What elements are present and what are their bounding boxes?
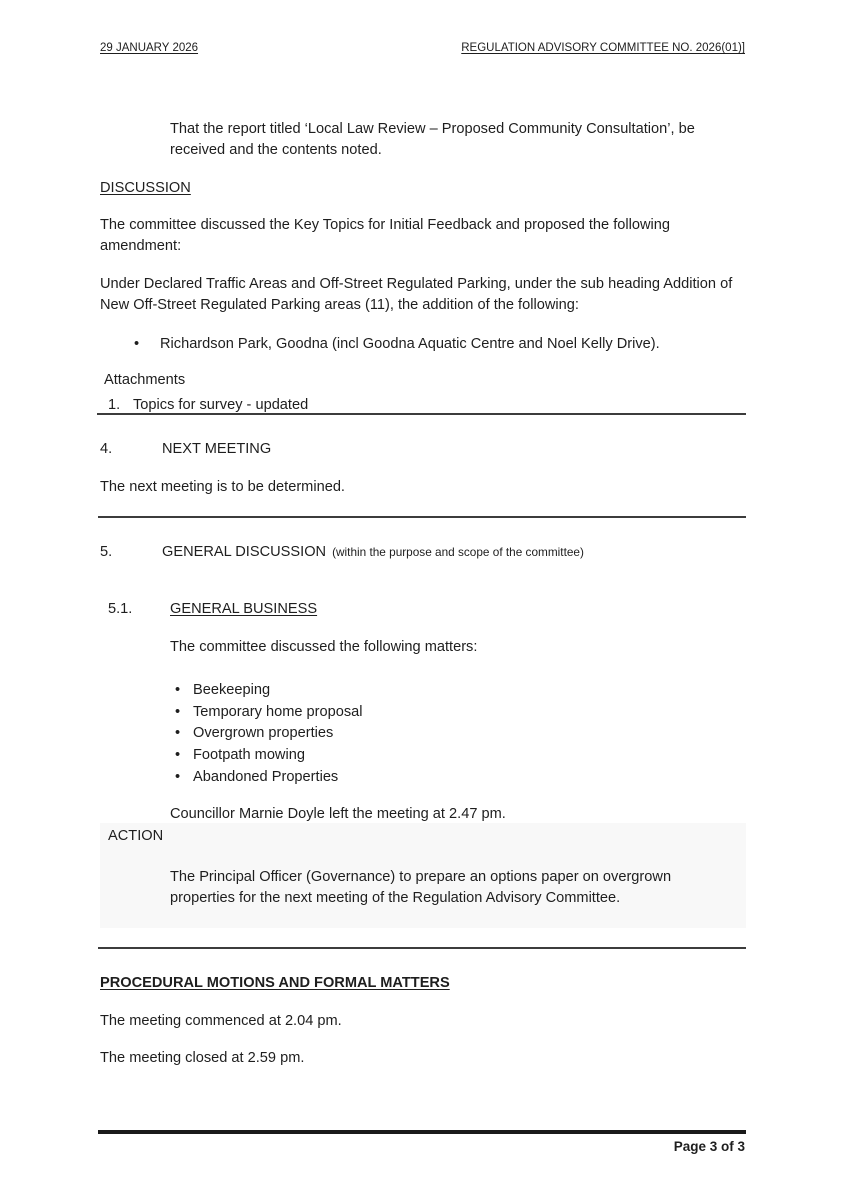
section-5-title: GENERAL DISCUSSION xyxy=(162,544,327,560)
attachment-item-number: 1. xyxy=(108,397,121,413)
discussion-bullet-item xyxy=(100,334,745,355)
list-item-text: Overgrown properties xyxy=(193,725,334,741)
meeting-closed-paragraph: The meeting closed at 2.59 pm. xyxy=(100,1050,305,1066)
discussion-heading: DISCUSSION xyxy=(100,180,191,196)
section-4-divider xyxy=(98,516,746,518)
bullet-icon: • xyxy=(175,682,181,698)
list-item-text: Footpath mowing xyxy=(193,747,305,763)
councillor-departure-note: Councillor Marnie Doyle left the meeting at 2.47 pm. xyxy=(170,806,506,822)
list-item-text: Abandoned Properties xyxy=(193,769,339,785)
section-5-1-title: GENERAL BUSINESS xyxy=(170,601,318,617)
header-committee: REGULATION ADVISORY COMMITTEE NO. 2026(01)] xyxy=(461,42,745,54)
discussion-amendment-paragraph: The committee discussed the Key Topics for Initial Feedback and proposed the following amendment: xyxy=(100,217,671,254)
list-item xyxy=(170,745,730,766)
list-item xyxy=(170,723,730,744)
list-item-text: Temporary home proposal xyxy=(193,704,363,720)
bullet-icon: • xyxy=(175,725,181,741)
section-4-heading xyxy=(100,439,271,460)
attachments-divider xyxy=(97,413,746,415)
procedural-heading: PROCEDURAL MOTIONS AND FORMAL MATTERS xyxy=(100,975,450,991)
general-business-intro: The committee discussed the following matters: xyxy=(170,639,478,655)
section-5-number: 5. xyxy=(100,544,113,560)
header-date: 29 JANUARY 2026 xyxy=(100,42,199,54)
next-meeting-paragraph: The next meeting is to be determined. xyxy=(100,479,345,495)
section-5-heading xyxy=(100,542,584,563)
bullet-icon: • xyxy=(175,769,181,785)
bullet-icon: • xyxy=(175,747,181,763)
list-item xyxy=(170,767,730,788)
section-5-1-number: 5.1. xyxy=(108,601,133,617)
bullet-icon: • xyxy=(134,336,140,352)
attachment-item-title: Topics for survey - updated xyxy=(133,397,309,413)
footer-rule xyxy=(98,1130,746,1134)
action-section-divider xyxy=(98,947,746,949)
list-item xyxy=(170,702,730,723)
section-4-number: 4. xyxy=(100,441,113,457)
action-box xyxy=(100,823,746,928)
discussion-parking-paragraph: Under Declared Traffic Areas and Off-Street Regulated Parking, under the sub heading Addition of New Off-Street Regulated Parking areas (11), the addition of the following: xyxy=(100,276,733,313)
meeting-commenced-paragraph: The meeting commenced at 2.04 pm. xyxy=(100,1013,342,1029)
action-label: ACTION xyxy=(108,828,164,844)
section-5-1-heading xyxy=(100,599,317,620)
list-item-text: Beekeeping xyxy=(193,682,271,698)
list-item xyxy=(170,680,730,701)
attachments-label: Attachments xyxy=(104,372,186,388)
section-4-title: NEXT MEETING xyxy=(162,441,272,457)
action-paragraph: The Principal Officer (Governance) to prepare an options paper on overgrown properties for the next meeting of the Regulation Advisory Committee. xyxy=(170,869,672,906)
section-5-title-note: (within the purpose and scope of the committee) xyxy=(332,545,584,559)
discussion-bullet-text: Richardson Park, Goodna (incl Goodna Aquatic Centre and Noel Kelly Drive). xyxy=(160,336,660,352)
bullet-icon: • xyxy=(175,704,181,720)
page-number: Page 3 of 3 xyxy=(673,1139,745,1154)
recommendation-paragraph: That the report titled ‘Local Law Review – Proposed Community Consultation’, be received and the contents noted. xyxy=(170,121,695,158)
